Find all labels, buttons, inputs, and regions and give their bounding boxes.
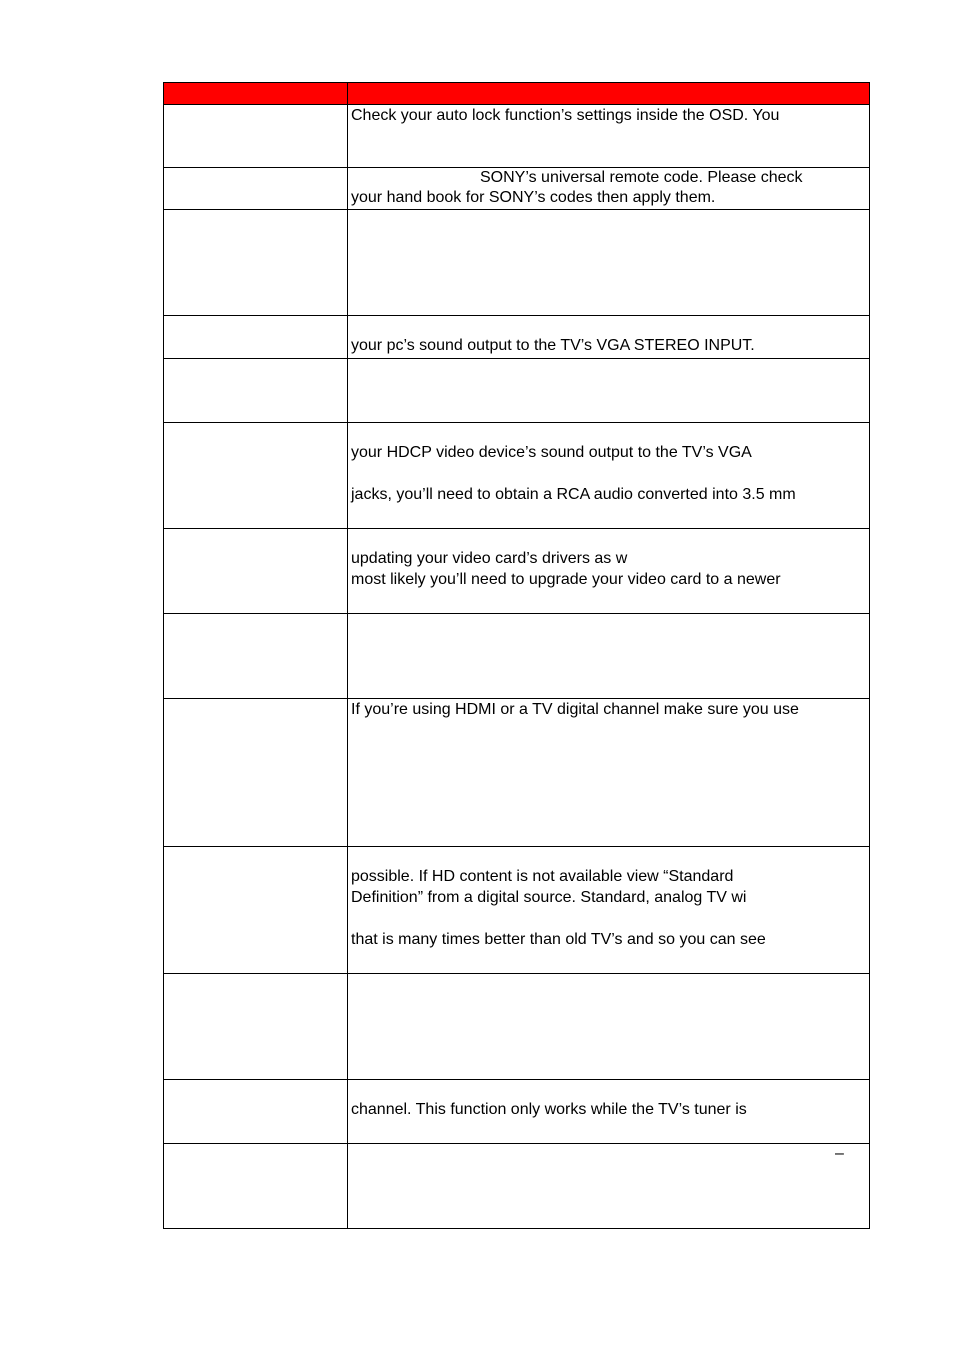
solution-cell (348, 614, 870, 699)
solution-text-line: that is many times better than old TV’s and so you can see (351, 931, 766, 948)
solution-text-line: your hand book for SONY’s codes then apply them. (351, 189, 716, 206)
problem-cell (164, 316, 348, 359)
table-row (164, 210, 870, 316)
troubleshooting-table (163, 82, 870, 1229)
table-row (164, 423, 870, 529)
solution-cell (348, 210, 870, 316)
solution-text-line: your HDCP video device’s sound output to the TV’s VGA (351, 444, 752, 461)
problem-cell (164, 529, 348, 614)
header-solution-cell (348, 83, 870, 105)
solution-cell (348, 105, 870, 168)
solution-cell (348, 1144, 870, 1229)
solution-text-line: your pc’s sound output to the TV’s VGA STEREO INPUT. (351, 337, 755, 354)
problem-cell (164, 423, 348, 529)
table-row (164, 1080, 870, 1144)
solution-text-line: most likely you’ll need to upgrade your video card to a newer (351, 571, 781, 588)
solution-text-line: Definition” from a digital source. Standard, analog TV wi (351, 889, 747, 906)
solution-text-line: jacks, you’ll need to obtain a RCA audio converted into 3.5 mm (351, 486, 796, 503)
solution-text-line: channel. This function only works while the TV’s tuner is (351, 1101, 747, 1118)
problem-cell (164, 105, 348, 168)
problem-cell (164, 1144, 348, 1229)
problem-cell (164, 614, 348, 699)
table-row (164, 699, 870, 847)
problem-cell (164, 847, 348, 974)
problem-cell (164, 210, 348, 316)
solution-cell (348, 359, 870, 423)
table-row (164, 316, 870, 359)
solution-cell (348, 699, 870, 847)
table-row (164, 1144, 870, 1229)
solution-cell (348, 974, 870, 1080)
solution-cell (348, 529, 870, 614)
solution-cell (348, 1080, 870, 1144)
table-header-row (164, 83, 870, 105)
solution-cell (348, 423, 870, 529)
solution-text-line: If you’re using HDMI or a TV digital channel make sure you use (351, 701, 799, 718)
table-row (164, 168, 870, 210)
solution-text-line: possible. If HD content is not available view “Standard (351, 868, 734, 885)
table-row (164, 359, 870, 423)
solution-text-line: – (835, 1145, 844, 1162)
problem-cell (164, 168, 348, 210)
solution-text-line: Check your auto lock function’s settings inside the OSD. You (351, 107, 780, 124)
table-row (164, 847, 870, 974)
table-row (164, 974, 870, 1080)
problem-cell (164, 974, 348, 1080)
solution-cell (348, 847, 870, 974)
problem-cell (164, 1080, 348, 1144)
solution-text-line: SONY’s universal remote code. Please check (480, 169, 803, 186)
solution-text-line: updating your video card’s drivers as w (351, 550, 628, 567)
problem-cell (164, 699, 348, 847)
solution-cell (348, 168, 870, 210)
solution-cell (348, 316, 870, 359)
header-problem-cell (164, 83, 348, 105)
table-row (164, 614, 870, 699)
problem-cell (164, 359, 348, 423)
table-row (164, 529, 870, 614)
table-row (164, 105, 870, 168)
